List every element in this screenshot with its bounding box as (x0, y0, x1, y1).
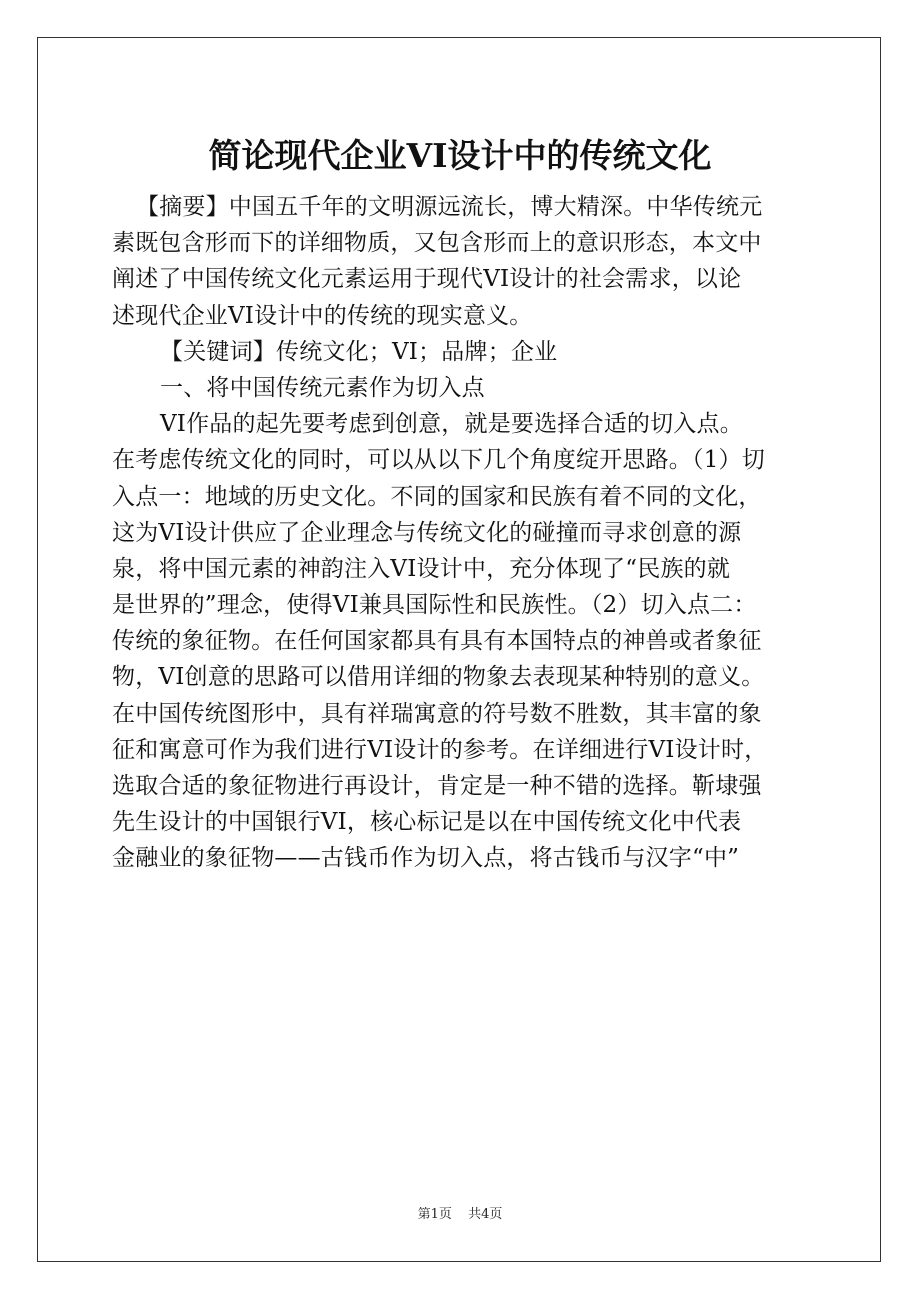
body-line: 先生设计的中国银行VI，核心标记是以在中国传统文化中代表 (112, 809, 742, 836)
body-line: 传统的象征物。在任何国家都具有具有本国特点的神兽或者象征 (112, 628, 762, 655)
body-line: 述现代企业VI设计中的传统的现实意义。 (112, 302, 533, 329)
page-total: 共4页 (468, 1207, 503, 1222)
body-line: 选取合适的象征物进行再设计，肯定是一种不错的选择。靳埭强 (112, 773, 762, 799)
body-line: 素既包含形而下的详细物质，又包含形而上的意识形态，本文中 (112, 230, 762, 257)
body-line: 这为VI设计供应了企业理念与传统文化的碰撞而寻求创意的源 (112, 519, 742, 546)
body-line: 一、将中国传统元素作为切入点 (160, 374, 485, 401)
body-line: 【摘要】中国五千年的文明源远流长，博大精深。中华传统元 (136, 194, 763, 220)
body-line: 金融业的象征物——古钱币作为切入点，将古钱币与汉字“中” (112, 845, 740, 872)
body-line: 在考虑传统文化的同时，可以从以下几个角度绽开思路。（1）切 (112, 447, 765, 474)
body-line: 入点一：地域的历史文化。不同的国家和民族有着不同的文化， (112, 483, 762, 510)
body-line: 泉，将中国元素的神韵注入VI设计中，充分体现了“民族的就 (112, 555, 731, 582)
body-line: VI作品的起先要考虑到创意，就是要选择合适的切入点。 (160, 411, 743, 438)
body-line: 征和寓意可作为我们进行VI设计的参考。在详细进行VI设计时， (112, 736, 768, 763)
document-body (112, 189, 832, 877)
page-number: 第1页 (417, 1207, 452, 1222)
body-line: 是世界的”理念，使得VI兼具国际性和民族性。（2）切入点二： (112, 592, 757, 619)
body-line: 阐述了中国传统文化元素运用于现代VI设计的社会需求，以论 (112, 266, 742, 293)
document-title: 简论现代企业VI设计中的传统文化 (208, 136, 712, 176)
body-line: 物，VI创意的思路可以借用详细的物象去表现某种特别的意义。 (112, 664, 765, 691)
body-line: 在中国传统图形中，具有祥瑞寓意的符号数不胜数，其丰富的象 (112, 700, 762, 727)
page-footer (0, 1205, 920, 1225)
body-line: 【关键词】传统文化；VI；品牌；企业 (160, 338, 558, 365)
